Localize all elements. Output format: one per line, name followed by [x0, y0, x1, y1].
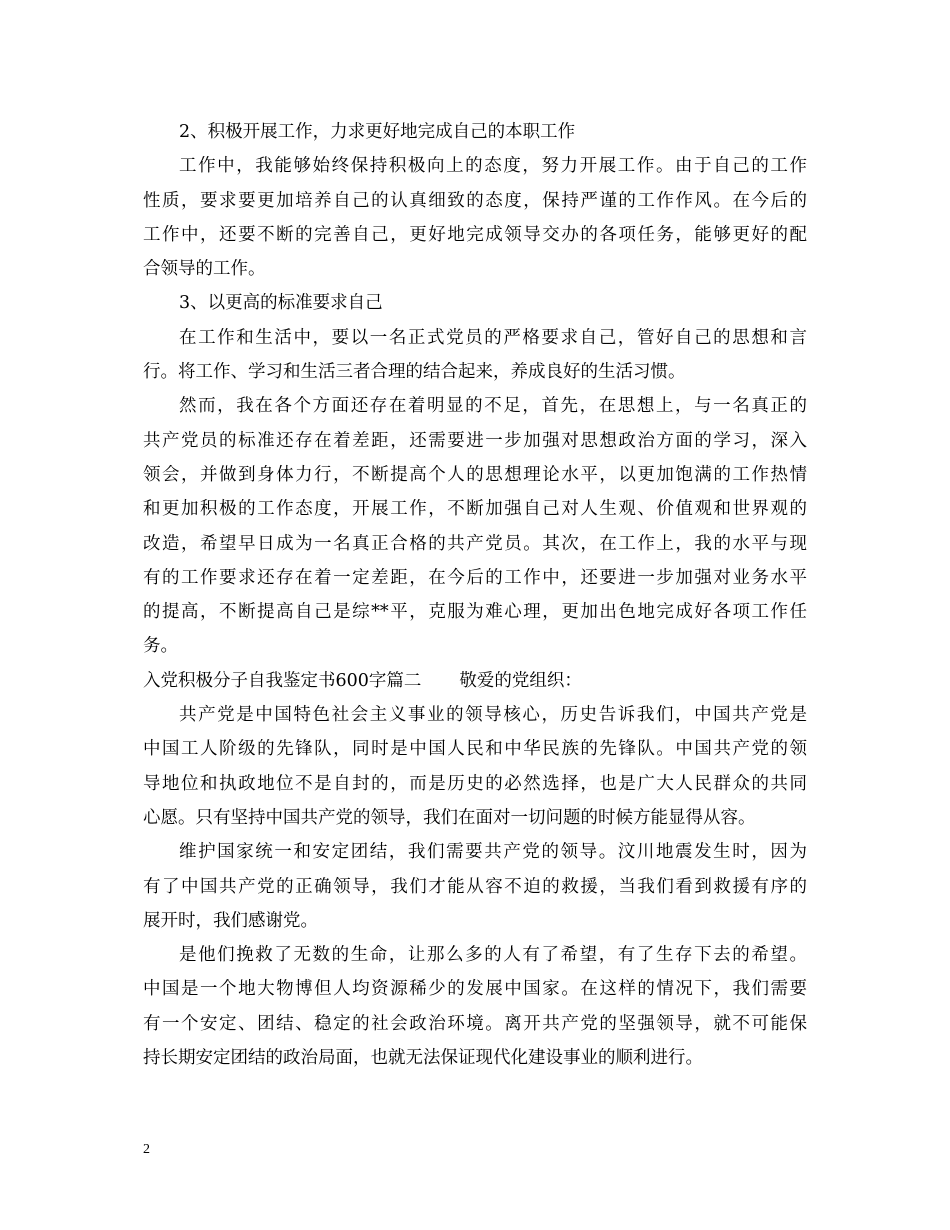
- text-line: 2、积极开展工作，力求更好地完成自己的本职工作: [179, 122, 576, 142]
- paragraph-block-1: [143, 115, 807, 664]
- text-line: 行。将工作、学习和生活三者合理的结合起来，养成良好的生活习惯。: [143, 362, 686, 383]
- text-line: 是他们挽救了无数的生命，让那么多的人有了希望，有了生存下去的希望。: [179, 945, 807, 966]
- paragraph-block-2: [143, 698, 807, 1075]
- text-line: 务。: [143, 636, 178, 657]
- text-line: 展开时，我们感谢党。: [143, 910, 318, 931]
- text-line: 工作中，我能够始终保持积极向上的态度，努力开展工作。由于自己的工作: [179, 156, 807, 177]
- text-line: 然而，我在各个方面还存在着明显的不足，首先，在思想上，与一名真正的: [179, 396, 807, 417]
- text-line: 中国工人阶级的先锋队，同时是中国人民和中华民族的先锋队。中国共产党的领: [143, 739, 807, 760]
- text-line: 维护国家统一和安定团结，我们需要共产党的领导。汶川地震发生时，因为: [179, 842, 807, 863]
- section-heading-line: [143, 664, 807, 698]
- text-line: 有的工作要求还存在着一定差距，在今后的工作中，还要进一步加强对业务水平: [143, 567, 807, 588]
- document-body: [143, 115, 807, 1075]
- text-line: 共产党是中国特色社会主义事业的领导核心，历史告诉我们，中国共产党是: [179, 705, 807, 726]
- text-line: 导地位和执政地位不是自封的，而是历史的必然选择，也是广大人民群众的共同: [143, 773, 807, 794]
- page-number: 2: [143, 1142, 150, 1157]
- text-line: 合领导的工作。: [143, 259, 266, 280]
- text-line: 工作中，还要不断的完善自己，更好地完成领导交办的各项任务，能够更好的配: [143, 224, 807, 245]
- section-salutation: 敬爱的党组织：: [459, 670, 582, 691]
- text-line: 心愿。只有坚持中国共产党的领导，我们在面对一切问题的时候方能显得从容。: [143, 807, 756, 828]
- text-line: 和更加积极的工作态度，开展工作，不断加强自己对人生观、价值观和世界观的: [143, 499, 807, 520]
- text-line: 有一个安定、团结、稳定的社会政治环境。离开共产党的坚强领导，就不可能保: [143, 1013, 807, 1034]
- text-line: 性质，要求要更加培养自己的认真细致的态度，保持严谨的工作作风。在今后的: [143, 190, 807, 211]
- text-line: 持长期安定团结的政治局面，也就无法保证现代化建设事业的顺利进行。: [143, 1048, 703, 1069]
- text-line: 领会，并做到身体力行，不断提高个人的思想理论水平，以更加饱满的工作热情: [143, 464, 807, 485]
- text-line: 的提高，不断提高自己是综**平，克服为难心理，更加出色地完成好各项工作任: [143, 602, 807, 623]
- text-line: 3、以更高的标准要求自己: [179, 293, 383, 314]
- text-line: 有了中国共产党的正确领导，我们才能从容不迫的救援，当我们看到救援有序的: [143, 876, 807, 897]
- text-line: 中国是一个地大物博但人均资源稀少的发展中国家。在这样的情况下，我们需要: [143, 979, 807, 1000]
- text-line: 共产党员的标准还存在着差距，还需要进一步加强对思想政治方面的学习，深入: [143, 430, 807, 451]
- section-title: 入党积极分子自我鉴定书600字篇二: [143, 670, 422, 691]
- text-line: 在工作和生活中，要以一名正式党员的严格要求自己，管好自己的思想和言: [179, 327, 807, 348]
- text-line: 改造，希望早日成为一名真正合格的共产党员。其次，在工作上，我的水平与现: [143, 533, 807, 554]
